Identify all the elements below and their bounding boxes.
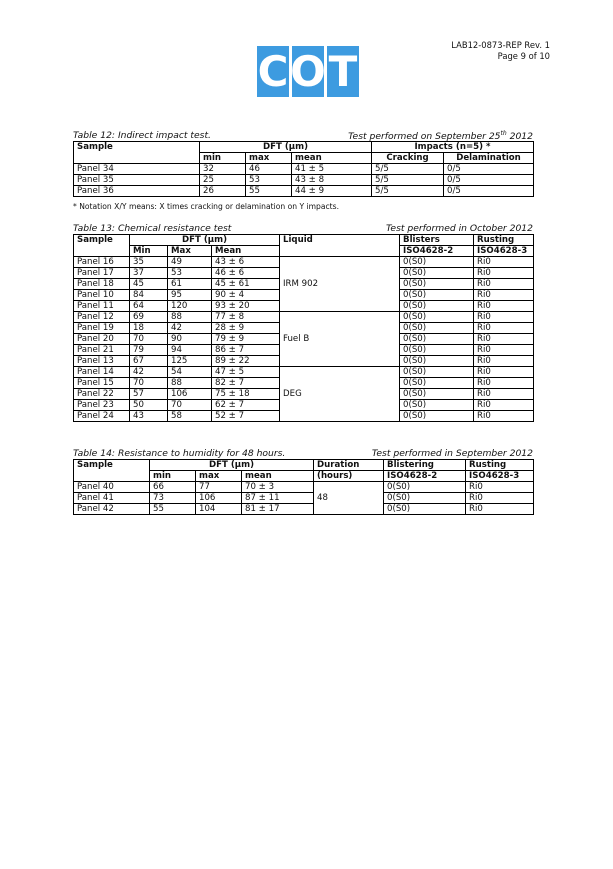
cell: 43 ± 6 <box>212 257 280 268</box>
cell: 0(S0) <box>400 356 474 367</box>
cell: 0(S0) <box>400 312 474 323</box>
col-max: max <box>196 471 242 482</box>
cell: Ri0 <box>474 367 534 378</box>
cell: Panel 23 <box>74 400 130 411</box>
cell: 0(S0) <box>400 268 474 279</box>
col-blistering: Blistering <box>384 460 466 471</box>
cell: 5/5 <box>372 175 444 186</box>
table13-chemical <box>73 234 534 422</box>
col-mean: mean <box>242 471 314 482</box>
cell: 0(S0) <box>400 279 474 290</box>
cell: Ri0 <box>466 493 534 504</box>
cell: 46 ± 6 <box>212 268 280 279</box>
cell: 95 <box>168 290 212 301</box>
col-delamination: Delamination <box>444 153 534 164</box>
cell: 54 <box>168 367 212 378</box>
cell: 84 <box>130 290 168 301</box>
cell: 42 <box>130 367 168 378</box>
col-rusting-std: ISO4628-3 <box>474 246 534 257</box>
cell: Ri0 <box>474 400 534 411</box>
cell: 0(S0) <box>384 504 466 515</box>
cell: 26 <box>200 186 246 197</box>
cell: 79 ± 9 <box>212 334 280 345</box>
cell: 0(S0) <box>400 411 474 422</box>
col-liquid: Liquid <box>280 235 400 257</box>
cell: 82 ± 7 <box>212 378 280 389</box>
col-rusting-std: ISO4628-3 <box>466 471 534 482</box>
col-duration-unit: (hours) <box>314 471 384 482</box>
doc-ref: LAB12-0873-REP Rev. 1 <box>451 40 550 50</box>
cell: 86 ± 7 <box>212 345 280 356</box>
cell: 67 <box>130 356 168 367</box>
cell: 25 <box>200 175 246 186</box>
cell: 88 <box>168 312 212 323</box>
table-row <box>74 493 534 504</box>
cell: 58 <box>168 411 212 422</box>
table13-title: Table 13: Chemical resistance test <box>73 223 232 234</box>
cell: Ri0 <box>474 279 534 290</box>
cell: Ri0 <box>474 290 534 301</box>
cell: Ri0 <box>474 257 534 268</box>
cell: 52 ± 7 <box>212 411 280 422</box>
cell: 104 <box>196 504 242 515</box>
table14-humidity <box>73 459 534 515</box>
cell: Panel 18 <box>74 279 130 290</box>
cell: Panel 36 <box>74 186 200 197</box>
col-dft: DFT (µm) <box>130 235 280 246</box>
cell: 55 <box>246 186 292 197</box>
cell: 75 ± 18 <box>212 389 280 400</box>
cell: 0/5 <box>444 186 534 197</box>
cell: 0(S0) <box>400 323 474 334</box>
cell: 94 <box>168 345 212 356</box>
cell: 81 ± 17 <box>242 504 314 515</box>
cell: 32 <box>200 164 246 175</box>
col-rusting: Rusting <box>466 460 534 471</box>
cell: Panel 16 <box>74 257 130 268</box>
cell: 5/5 <box>372 186 444 197</box>
cell: Panel 21 <box>74 345 130 356</box>
col-mean: mean <box>292 153 372 164</box>
cell: 46 <box>246 164 292 175</box>
table14-title: Table 14: Resistance to humidity for 48 hours. <box>73 448 286 459</box>
col-rusting: Rusting <box>474 235 534 246</box>
col-max: Max <box>168 246 212 257</box>
cell: 106 <box>168 389 212 400</box>
cell: 69 <box>130 312 168 323</box>
cell: 125 <box>168 356 212 367</box>
cell: Ri0 <box>466 504 534 515</box>
table-row <box>74 482 534 493</box>
cell: Ri0 <box>474 334 534 345</box>
cell: Ri0 <box>474 312 534 323</box>
cell: 53 <box>246 175 292 186</box>
cell: 0(S0) <box>400 367 474 378</box>
table14-date: Test performed in September 2012 <box>371 448 533 459</box>
table-row <box>74 504 534 515</box>
table14-caption <box>73 448 533 459</box>
cell: Ri0 <box>474 301 534 312</box>
table-row <box>74 186 534 197</box>
cell: Panel 24 <box>74 411 130 422</box>
table-row <box>74 312 534 323</box>
cell: 57 <box>130 389 168 400</box>
cell: 0/5 <box>444 164 534 175</box>
cell: 53 <box>168 268 212 279</box>
cell: 0(S0) <box>400 290 474 301</box>
cell: Panel 13 <box>74 356 130 367</box>
cell: 93 ± 20 <box>212 301 280 312</box>
cell: 77 <box>196 482 242 493</box>
cell: 64 <box>130 301 168 312</box>
col-impacts: Impacts (n=5) * <box>372 142 534 153</box>
cell: 55 <box>150 504 196 515</box>
col-sample: Sample <box>74 235 130 257</box>
cell: 5/5 <box>372 164 444 175</box>
col-min: Min <box>130 246 168 257</box>
cell: 0(S0) <box>400 389 474 400</box>
col-dft: DFT (µm) <box>200 142 372 153</box>
cell: Ri0 <box>474 378 534 389</box>
cell: 90 ± 4 <box>212 290 280 301</box>
cell: 49 <box>168 257 212 268</box>
cell: 0(S0) <box>400 378 474 389</box>
table12-date: Test performed on September 25th 2012 <box>348 130 533 143</box>
cell: 44 ± 9 <box>292 186 372 197</box>
table12-note: * Notation X/Y means: X times cracking or delamination on Y impacts. <box>73 202 340 211</box>
cell: Panel 34 <box>74 164 200 175</box>
cell: 0(S0) <box>400 345 474 356</box>
col-blisters: Blisters <box>400 235 474 246</box>
liquid-cell: Fuel B <box>280 312 400 367</box>
logo-tile-t: T <box>328 47 358 96</box>
cell: 28 ± 9 <box>212 323 280 334</box>
cell: 0(S0) <box>400 301 474 312</box>
cell: 70 <box>168 400 212 411</box>
cell: 18 <box>130 323 168 334</box>
cell: Ri0 <box>474 411 534 422</box>
cell: 79 <box>130 345 168 356</box>
cell: Ri0 <box>474 389 534 400</box>
table12-title: Table 12: Indirect impact test. <box>73 130 211 141</box>
cell: Ri0 <box>474 345 534 356</box>
col-blisters-std: ISO4628-2 <box>400 246 474 257</box>
cell: Panel 19 <box>74 323 130 334</box>
table13-caption <box>73 223 533 234</box>
cell: 0(S0) <box>400 334 474 345</box>
page-number: Page 9 of 10 <box>497 51 550 61</box>
col-sample: Sample <box>74 142 200 164</box>
cell: 0(S0) <box>384 482 466 493</box>
cell: 43 <box>130 411 168 422</box>
cell: Panel 20 <box>74 334 130 345</box>
table-row <box>74 367 534 378</box>
cell: 77 ± 8 <box>212 312 280 323</box>
col-blistering-std: ISO4628-2 <box>384 471 466 482</box>
cell: Panel 22 <box>74 389 130 400</box>
duration-cell: 48 <box>314 482 384 515</box>
cell: Panel 12 <box>74 312 130 323</box>
cell: Ri0 <box>474 323 534 334</box>
cell: 89 ± 22 <box>212 356 280 367</box>
cell: 50 <box>130 400 168 411</box>
cell: Panel 41 <box>74 493 150 504</box>
logo-tile-c: C <box>257 47 289 96</box>
cell: 45 <box>130 279 168 290</box>
cell: 88 <box>168 378 212 389</box>
cell: Panel 40 <box>74 482 150 493</box>
cell: Panel 42 <box>74 504 150 515</box>
cell: 43 ± 8 <box>292 175 372 186</box>
col-min: min <box>150 471 196 482</box>
cell: 70 ± 3 <box>242 482 314 493</box>
cell: 66 <box>150 482 196 493</box>
cell: 0(S0) <box>400 400 474 411</box>
cell: Ri0 <box>466 482 534 493</box>
col-duration: Duration <box>314 460 384 471</box>
table13-date: Test performed in October 2012 <box>385 223 533 234</box>
cell: 0(S0) <box>384 493 466 504</box>
cell: 0/5 <box>444 175 534 186</box>
cell: Panel 35 <box>74 175 200 186</box>
cell: 73 <box>150 493 196 504</box>
col-min: min <box>200 153 246 164</box>
cell: 70 <box>130 334 168 345</box>
cell: Panel 17 <box>74 268 130 279</box>
document-reference <box>451 40 550 62</box>
liquid-cell: IRM 902 <box>280 257 400 312</box>
table-row <box>74 164 534 175</box>
col-sample: Sample <box>74 460 150 482</box>
cell: 70 <box>130 378 168 389</box>
cell: 0(S0) <box>400 257 474 268</box>
cell: 47 ± 5 <box>212 367 280 378</box>
cell: Panel 14 <box>74 367 130 378</box>
col-max: max <box>246 153 292 164</box>
cell: Ri0 <box>474 356 534 367</box>
cell: 41 ± 5 <box>292 164 372 175</box>
cell: 87 ± 11 <box>242 493 314 504</box>
cell: 42 <box>168 323 212 334</box>
cell: Panel 10 <box>74 290 130 301</box>
cell: 90 <box>168 334 212 345</box>
cell: 62 ± 7 <box>212 400 280 411</box>
cell: Panel 15 <box>74 378 130 389</box>
col-cracking: Cracking <box>372 153 444 164</box>
cell: Panel 11 <box>74 301 130 312</box>
col-mean: Mean <box>212 246 280 257</box>
cell: 37 <box>130 268 168 279</box>
table-row <box>74 257 534 268</box>
cell: 120 <box>168 301 212 312</box>
cell: 61 <box>168 279 212 290</box>
liquid-cell: DEG <box>280 367 400 422</box>
cell: 45 ± 61 <box>212 279 280 290</box>
table-row <box>74 175 534 186</box>
cell: Ri0 <box>474 268 534 279</box>
logo-tile-o: O <box>290 47 326 96</box>
cot-logo <box>257 46 359 97</box>
col-dft: DFT (µm) <box>150 460 314 471</box>
cell: 106 <box>196 493 242 504</box>
cell: 35 <box>130 257 168 268</box>
table12-impact <box>73 141 534 197</box>
